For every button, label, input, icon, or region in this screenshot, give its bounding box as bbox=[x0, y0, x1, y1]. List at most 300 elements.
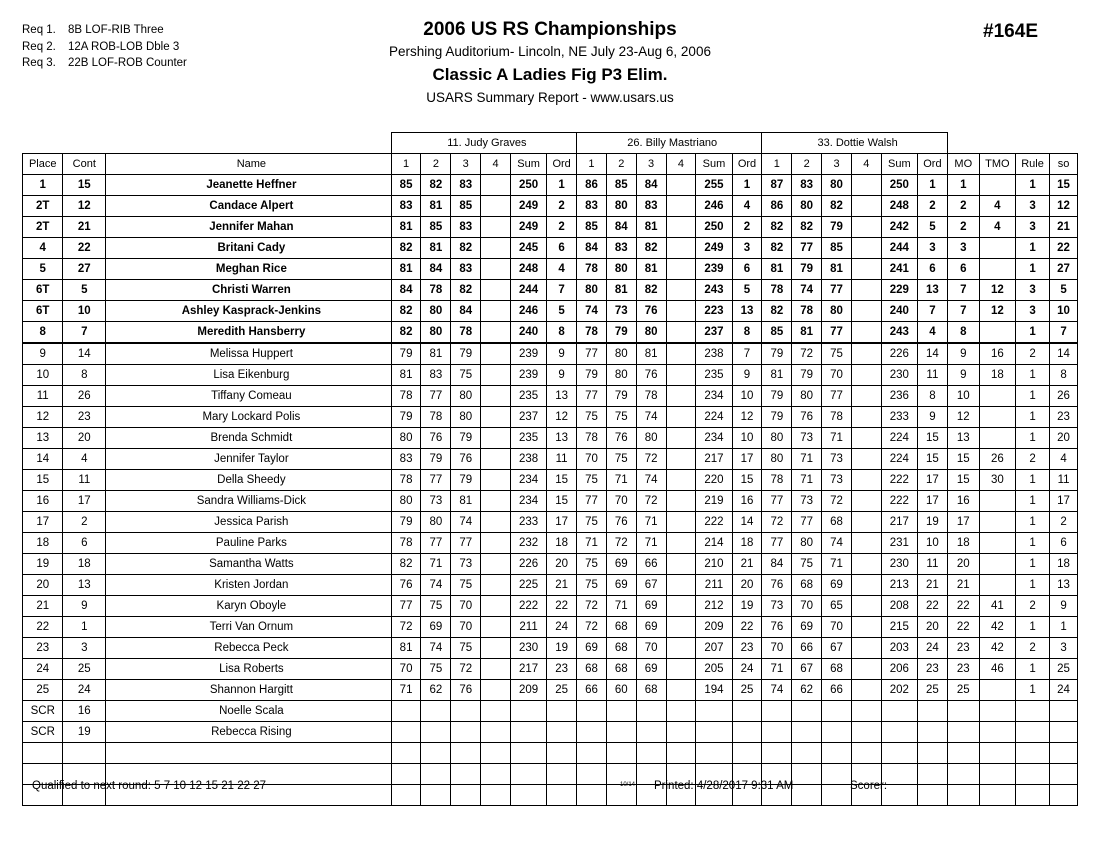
cell-j2-score-4 bbox=[666, 617, 696, 638]
spacer-cell bbox=[1015, 133, 1049, 154]
cell-tmo bbox=[979, 680, 1015, 701]
cell-cont: 7 bbox=[63, 322, 106, 344]
cell-mo bbox=[947, 722, 979, 743]
header-j3-ord: Ord bbox=[917, 154, 947, 175]
cell-j2-score-3: 82 bbox=[636, 280, 666, 301]
cell-rule: 2 bbox=[1015, 343, 1049, 365]
table-row bbox=[23, 470, 1078, 491]
cell-so: 18 bbox=[1050, 554, 1078, 575]
cell-j1-ord: 5 bbox=[547, 301, 577, 322]
cell-j2-sum: 222 bbox=[696, 512, 732, 533]
cell-j3-score-2: 76 bbox=[792, 407, 822, 428]
cell-j1-score-1: 80 bbox=[391, 491, 421, 512]
cell-j2-score-1 bbox=[577, 785, 607, 806]
cell-j1-sum bbox=[510, 701, 546, 722]
cell-j1-score-3: 81 bbox=[451, 491, 481, 512]
cell-j2-score-1 bbox=[577, 764, 607, 785]
cell-j3-score-2: 80 bbox=[792, 533, 822, 554]
cell-so: 5 bbox=[1050, 280, 1078, 301]
cell-j2-score-4 bbox=[666, 596, 696, 617]
cell-j1-score-3: 75 bbox=[451, 575, 481, 596]
cell-j1-score-1: 85 bbox=[391, 175, 421, 196]
table-row bbox=[23, 638, 1078, 659]
cell-j2-score-2: 68 bbox=[606, 617, 636, 638]
cell-j3-score-2: 73 bbox=[792, 491, 822, 512]
qualified-note: Qualified to next round: 5 7 10 12 15 21 22 27 bbox=[32, 780, 267, 792]
cell-j3-score-1: 79 bbox=[762, 386, 792, 407]
cell-j1-score-4 bbox=[481, 659, 511, 680]
cell-name: Ashley Kasprack-Jenkins bbox=[106, 301, 392, 322]
cell-j2-score-4 bbox=[666, 638, 696, 659]
cell-j2-ord: 10 bbox=[732, 386, 762, 407]
cell-j1-score-4 bbox=[481, 575, 511, 596]
cell-j2-score-1: 86 bbox=[577, 175, 607, 196]
cell-j2-score-1: 80 bbox=[577, 280, 607, 301]
cell-j3-sum: 222 bbox=[881, 470, 917, 491]
cell-j2-score-3: 81 bbox=[636, 343, 666, 365]
cell-j1-score-4 bbox=[481, 722, 511, 743]
cell-so: 25 bbox=[1050, 659, 1078, 680]
cell-cont: 5 bbox=[63, 280, 106, 301]
cell-cont: 10 bbox=[63, 301, 106, 322]
cell-name: Christi Warren bbox=[106, 280, 392, 301]
cell-j1-sum: 235 bbox=[510, 386, 546, 407]
cell-so bbox=[1050, 701, 1078, 722]
requirement-text: 22B LOF-ROB Counter bbox=[68, 57, 187, 69]
cell-j2-sum: 209 bbox=[696, 617, 732, 638]
cell-rule: 1 bbox=[1015, 659, 1049, 680]
cell-j3-sum: 243 bbox=[881, 322, 917, 344]
cell-mo: 15 bbox=[947, 449, 979, 470]
cell-j1-sum: 232 bbox=[510, 533, 546, 554]
cell-name: Tiffany Comeau bbox=[106, 386, 392, 407]
cell-place: 8 bbox=[23, 322, 63, 344]
cell-name: Meghan Rice bbox=[106, 259, 392, 280]
cell-j1-ord bbox=[547, 785, 577, 806]
cell-so: 23 bbox=[1050, 407, 1078, 428]
cell-j3-ord: 24 bbox=[917, 638, 947, 659]
cell-tmo bbox=[979, 238, 1015, 259]
cell-j2-sum: 207 bbox=[696, 638, 732, 659]
cell-j3-ord: 8 bbox=[917, 386, 947, 407]
cell-j2-score-4 bbox=[666, 680, 696, 701]
cell-j2-score-4 bbox=[666, 301, 696, 322]
cell-j1-ord bbox=[547, 764, 577, 785]
cell-mo: 2 bbox=[947, 217, 979, 238]
cell-j3-ord bbox=[917, 722, 947, 743]
cell-j2-score-4 bbox=[666, 343, 696, 365]
cell-j2-score-3: 69 bbox=[636, 596, 666, 617]
cell-j2-score-4 bbox=[666, 428, 696, 449]
judge-2-header: 26. Billy Mastriano bbox=[577, 133, 762, 154]
cell-j2-score-1: 79 bbox=[577, 365, 607, 386]
cell-place: 23 bbox=[23, 638, 63, 659]
cell-j3-ord: 23 bbox=[917, 659, 947, 680]
cell-j2-score-3 bbox=[636, 701, 666, 722]
cell-rule: 1 bbox=[1015, 470, 1049, 491]
cell-j3-ord: 2 bbox=[917, 196, 947, 217]
cell-j3-score-4 bbox=[851, 638, 881, 659]
cell-tmo bbox=[979, 575, 1015, 596]
cell-j3-score-1: 79 bbox=[762, 407, 792, 428]
cell-j1-score-2: 77 bbox=[421, 386, 451, 407]
cell-cont: 3 bbox=[63, 638, 106, 659]
cell-rule: 1 bbox=[1015, 617, 1049, 638]
requirement-item bbox=[22, 22, 187, 39]
cell-j1-score-4 bbox=[481, 470, 511, 491]
cell-tmo bbox=[979, 386, 1015, 407]
cell-j2-score-2: 79 bbox=[606, 322, 636, 344]
event-title: Classic A Ladies Fig P3 Elim. bbox=[432, 65, 668, 84]
cell-j2-score-1: 75 bbox=[577, 470, 607, 491]
cell-j3-score-3: 68 bbox=[822, 659, 852, 680]
cell-cont: 23 bbox=[63, 407, 106, 428]
cell-j1-ord bbox=[547, 722, 577, 743]
spacer-cell bbox=[106, 133, 392, 154]
spacer-cell bbox=[979, 133, 1015, 154]
cell-j2-score-2: 72 bbox=[606, 533, 636, 554]
cell-j2-sum: 224 bbox=[696, 407, 732, 428]
cell-tmo bbox=[979, 259, 1015, 280]
cell-j2-score-4 bbox=[666, 407, 696, 428]
cell-j1-score-1: 78 bbox=[391, 470, 421, 491]
cell-j1-score-2: 80 bbox=[421, 322, 451, 344]
cell-j1-score-2: 81 bbox=[421, 343, 451, 365]
cell-j1-score-4 bbox=[481, 764, 511, 785]
table-row bbox=[23, 259, 1078, 280]
cell-j2-ord: 10 bbox=[732, 428, 762, 449]
cell-j1-ord: 9 bbox=[547, 343, 577, 365]
cell-j2-score-1 bbox=[577, 743, 607, 764]
cell-j2-score-1 bbox=[577, 701, 607, 722]
cell-cont: 18 bbox=[63, 554, 106, 575]
cell-j3-score-3: 80 bbox=[822, 175, 852, 196]
cell-j1-sum: 246 bbox=[510, 301, 546, 322]
cell-j2-score-2: 79 bbox=[606, 386, 636, 407]
cell-j3-score-3: 82 bbox=[822, 196, 852, 217]
cell-j3-score-4 bbox=[851, 701, 881, 722]
cell-j1-score-3: 75 bbox=[451, 638, 481, 659]
cell-j1-score-4 bbox=[481, 386, 511, 407]
cell-j3-score-4 bbox=[851, 238, 881, 259]
cell-j2-ord bbox=[732, 722, 762, 743]
cell-cont: 27 bbox=[63, 259, 106, 280]
requirement-label: Req 3. bbox=[22, 57, 56, 69]
cell-j1-score-1 bbox=[391, 701, 421, 722]
cell-j3-ord: 4 bbox=[917, 322, 947, 344]
cell-place: 12 bbox=[23, 407, 63, 428]
cell-j3-score-1: 76 bbox=[762, 617, 792, 638]
cell-j3-sum: 233 bbox=[881, 407, 917, 428]
cell-mo: 8 bbox=[947, 322, 979, 344]
cell-j2-ord: 21 bbox=[732, 554, 762, 575]
cell-j2-sum: 239 bbox=[696, 259, 732, 280]
cell-j3-ord: 25 bbox=[917, 680, 947, 701]
cell-j2-score-2: 69 bbox=[606, 575, 636, 596]
cell-j2-score-3: 67 bbox=[636, 575, 666, 596]
cell-j3-score-3: 70 bbox=[822, 365, 852, 386]
cell-j3-score-2: 71 bbox=[792, 449, 822, 470]
cell-so: 4 bbox=[1050, 449, 1078, 470]
cell-cont: 22 bbox=[63, 238, 106, 259]
cell-j2-score-4 bbox=[666, 533, 696, 554]
cell-mo: 13 bbox=[947, 428, 979, 449]
cell-j1-score-3: 80 bbox=[451, 386, 481, 407]
cell-j2-sum: 217 bbox=[696, 449, 732, 470]
cell-j3-score-2 bbox=[792, 722, 822, 743]
cell-place bbox=[23, 743, 63, 764]
cell-j2-sum bbox=[696, 722, 732, 743]
cell-j3-score-1: 77 bbox=[762, 491, 792, 512]
cell-j1-score-3 bbox=[451, 743, 481, 764]
cell-j3-score-3: 81 bbox=[822, 259, 852, 280]
table-row bbox=[23, 217, 1078, 238]
cell-name: Jennifer Mahan bbox=[106, 217, 392, 238]
cell-j3-score-4 bbox=[851, 722, 881, 743]
cell-j3-score-3: 77 bbox=[822, 386, 852, 407]
cell-rule: 3 bbox=[1015, 196, 1049, 217]
cell-j3-sum: 224 bbox=[881, 428, 917, 449]
cell-j1-score-4 bbox=[481, 196, 511, 217]
cell-rule: 1 bbox=[1015, 386, 1049, 407]
cell-j3-score-3: 73 bbox=[822, 470, 852, 491]
cell-tmo bbox=[979, 175, 1015, 196]
cell-j2-score-2 bbox=[606, 722, 636, 743]
cell-j2-score-4 bbox=[666, 701, 696, 722]
cell-name: Sandra Williams-Dick bbox=[106, 491, 392, 512]
cell-j3-score-3: 67 bbox=[822, 638, 852, 659]
cell-j3-score-1 bbox=[762, 722, 792, 743]
cell-name: Rebecca Rising bbox=[106, 722, 392, 743]
cell-j1-sum: 249 bbox=[510, 196, 546, 217]
table-row bbox=[23, 596, 1078, 617]
cell-j3-score-3: 80 bbox=[822, 301, 852, 322]
cell-j2-score-1: 78 bbox=[577, 322, 607, 344]
cell-j3-score-2: 69 bbox=[792, 617, 822, 638]
cell-j1-score-4 bbox=[481, 217, 511, 238]
cell-j1-sum: 234 bbox=[510, 491, 546, 512]
cell-so bbox=[1050, 722, 1078, 743]
cell-j2-ord: 24 bbox=[732, 659, 762, 680]
table-row bbox=[23, 196, 1078, 217]
cell-j2-score-1: 71 bbox=[577, 533, 607, 554]
cell-so: 22 bbox=[1050, 238, 1078, 259]
cell-j1-score-4 bbox=[481, 491, 511, 512]
cell-j2-score-2: 75 bbox=[606, 407, 636, 428]
cell-j3-score-1: 74 bbox=[762, 680, 792, 701]
cell-so: 14 bbox=[1050, 343, 1078, 365]
cell-j1-score-2: 84 bbox=[421, 259, 451, 280]
cell-j3-score-3: 78 bbox=[822, 407, 852, 428]
cell-j3-score-1: 79 bbox=[762, 343, 792, 365]
cell-j2-ord: 4 bbox=[732, 196, 762, 217]
table-row bbox=[23, 512, 1078, 533]
cell-j1-ord: 12 bbox=[547, 407, 577, 428]
cell-rule: 1 bbox=[1015, 259, 1049, 280]
cell-j3-sum: 215 bbox=[881, 617, 917, 638]
cell-j1-score-3: 82 bbox=[451, 280, 481, 301]
cell-j2-sum bbox=[696, 743, 732, 764]
cell-j2-ord: 16 bbox=[732, 491, 762, 512]
cell-j3-score-3: 66 bbox=[822, 680, 852, 701]
cell-place: 2T bbox=[23, 196, 63, 217]
cell-j2-score-2: 69 bbox=[606, 554, 636, 575]
cell-j1-sum bbox=[510, 722, 546, 743]
cell-j1-score-3: 79 bbox=[451, 428, 481, 449]
cell-rule: 1 bbox=[1015, 407, 1049, 428]
requirements-list bbox=[22, 22, 187, 72]
cell-j1-ord: 24 bbox=[547, 617, 577, 638]
cell-j3-ord: 10 bbox=[917, 533, 947, 554]
cell-j1-sum: 222 bbox=[510, 596, 546, 617]
cell-j3-score-4 bbox=[851, 680, 881, 701]
cell-tmo: 30 bbox=[979, 470, 1015, 491]
cell-j3-score-3 bbox=[822, 764, 852, 785]
spacer-cell bbox=[23, 133, 63, 154]
cell-j1-sum: 209 bbox=[510, 680, 546, 701]
cell-so bbox=[1050, 764, 1078, 785]
cell-j1-score-4 bbox=[481, 343, 511, 365]
cell-j2-ord: 3 bbox=[732, 238, 762, 259]
cell-j2-sum: 234 bbox=[696, 386, 732, 407]
cell-cont: 21 bbox=[63, 217, 106, 238]
header-j2-sum: Sum bbox=[696, 154, 732, 175]
column-header-row bbox=[23, 154, 1078, 175]
cell-j3-score-2: 78 bbox=[792, 301, 822, 322]
cell-j1-ord: 13 bbox=[547, 386, 577, 407]
cell-j1-score-2: 74 bbox=[421, 575, 451, 596]
cell-j3-sum bbox=[881, 722, 917, 743]
page-title-block bbox=[250, 18, 850, 108]
cell-j2-score-4 bbox=[666, 238, 696, 259]
cell-j1-ord bbox=[547, 701, 577, 722]
cell-j1-sum: 249 bbox=[510, 217, 546, 238]
cell-place: 1 bbox=[23, 175, 63, 196]
cell-j3-score-2: 75 bbox=[792, 554, 822, 575]
cell-j3-score-3: 79 bbox=[822, 217, 852, 238]
cell-place: 25 bbox=[23, 680, 63, 701]
cell-j1-score-2: 69 bbox=[421, 617, 451, 638]
table-row bbox=[23, 343, 1078, 365]
cell-j3-score-3: 71 bbox=[822, 428, 852, 449]
cell-place: 5 bbox=[23, 259, 63, 280]
report-subtitle: USARS Summary Report - www.usars.us bbox=[426, 90, 674, 105]
cell-rule: 1 bbox=[1015, 533, 1049, 554]
cell-j3-sum: 230 bbox=[881, 365, 917, 386]
cell-j3-ord: 11 bbox=[917, 554, 947, 575]
cell-j3-score-2 bbox=[792, 785, 822, 806]
cell-j3-sum: 248 bbox=[881, 196, 917, 217]
cell-j3-ord bbox=[917, 701, 947, 722]
header-cont: Cont bbox=[63, 154, 106, 175]
table-row bbox=[23, 491, 1078, 512]
header-j1-sum: Sum bbox=[510, 154, 546, 175]
cell-so: 8 bbox=[1050, 365, 1078, 386]
cell-j3-score-2: 70 bbox=[792, 596, 822, 617]
cell-j3-ord: 3 bbox=[917, 238, 947, 259]
cell-j3-score-4 bbox=[851, 259, 881, 280]
cell-j3-score-3: 77 bbox=[822, 322, 852, 344]
cell-rule bbox=[1015, 764, 1049, 785]
cell-j1-score-2: 75 bbox=[421, 596, 451, 617]
header-j3-score-4: 4 bbox=[851, 154, 881, 175]
cell-mo: 12 bbox=[947, 407, 979, 428]
cell-j2-score-3: 83 bbox=[636, 196, 666, 217]
cell-so: 27 bbox=[1050, 259, 1078, 280]
cell-j1-score-2: 81 bbox=[421, 238, 451, 259]
cell-j2-score-1: 75 bbox=[577, 407, 607, 428]
cell-j2-score-3: 74 bbox=[636, 470, 666, 491]
cell-j3-score-4 bbox=[851, 301, 881, 322]
header-so: so bbox=[1050, 154, 1078, 175]
cell-place: 4 bbox=[23, 238, 63, 259]
cell-j2-sum: 237 bbox=[696, 322, 732, 344]
cell-so: 26 bbox=[1050, 386, 1078, 407]
cell-j3-score-1: 87 bbox=[762, 175, 792, 196]
cell-j2-sum: 212 bbox=[696, 596, 732, 617]
cell-mo: 7 bbox=[947, 280, 979, 301]
cell-j1-ord: 9 bbox=[547, 365, 577, 386]
cell-j3-sum: 224 bbox=[881, 449, 917, 470]
cell-j3-score-2 bbox=[792, 701, 822, 722]
cell-j1-score-3: 83 bbox=[451, 259, 481, 280]
cell-j2-sum: 220 bbox=[696, 470, 732, 491]
header-j3-sum: Sum bbox=[881, 154, 917, 175]
cell-j1-ord: 1 bbox=[547, 175, 577, 196]
cell-j2-sum: 250 bbox=[696, 217, 732, 238]
requirement-text: 12A ROB-LOB Dble 3 bbox=[68, 40, 180, 53]
cell-j1-score-4 bbox=[481, 259, 511, 280]
cell-place: 16 bbox=[23, 491, 63, 512]
cell-so: 20 bbox=[1050, 428, 1078, 449]
table-row bbox=[23, 659, 1078, 680]
cell-j1-score-2: 62 bbox=[421, 680, 451, 701]
cell-j1-ord: 15 bbox=[547, 491, 577, 512]
cell-j2-score-1 bbox=[577, 722, 607, 743]
cell-cont: 16 bbox=[63, 701, 106, 722]
cell-tmo bbox=[979, 722, 1015, 743]
cell-j3-score-1: 76 bbox=[762, 575, 792, 596]
cell-cont: 26 bbox=[63, 386, 106, 407]
results-table bbox=[22, 132, 1078, 806]
cell-j2-score-1: 72 bbox=[577, 617, 607, 638]
cell-j2-score-3: 71 bbox=[636, 512, 666, 533]
cell-tmo bbox=[979, 428, 1015, 449]
cell-cont: 14 bbox=[63, 343, 106, 365]
cell-j1-score-2: 80 bbox=[421, 301, 451, 322]
cell-j2-score-4 bbox=[666, 386, 696, 407]
cell-j3-sum bbox=[881, 743, 917, 764]
cell-j2-sum: 255 bbox=[696, 175, 732, 196]
cell-j3-score-2: 67 bbox=[792, 659, 822, 680]
cell-j1-score-4 bbox=[481, 428, 511, 449]
cell-j2-score-4 bbox=[666, 743, 696, 764]
cell-j3-score-3: 71 bbox=[822, 554, 852, 575]
cell-j3-score-4 bbox=[851, 407, 881, 428]
cell-j1-ord: 20 bbox=[547, 554, 577, 575]
cell-j3-score-4 bbox=[851, 512, 881, 533]
table-row bbox=[23, 386, 1078, 407]
cell-j2-score-3: 69 bbox=[636, 659, 666, 680]
cell-j3-score-4 bbox=[851, 175, 881, 196]
cell-rule: 1 bbox=[1015, 575, 1049, 596]
cell-rule: 1 bbox=[1015, 491, 1049, 512]
cell-j2-sum: 210 bbox=[696, 554, 732, 575]
cell-j3-ord: 13 bbox=[917, 280, 947, 301]
cell-j2-sum: 235 bbox=[696, 365, 732, 386]
cell-j3-sum: 230 bbox=[881, 554, 917, 575]
cell-j2-ord: 14 bbox=[732, 512, 762, 533]
